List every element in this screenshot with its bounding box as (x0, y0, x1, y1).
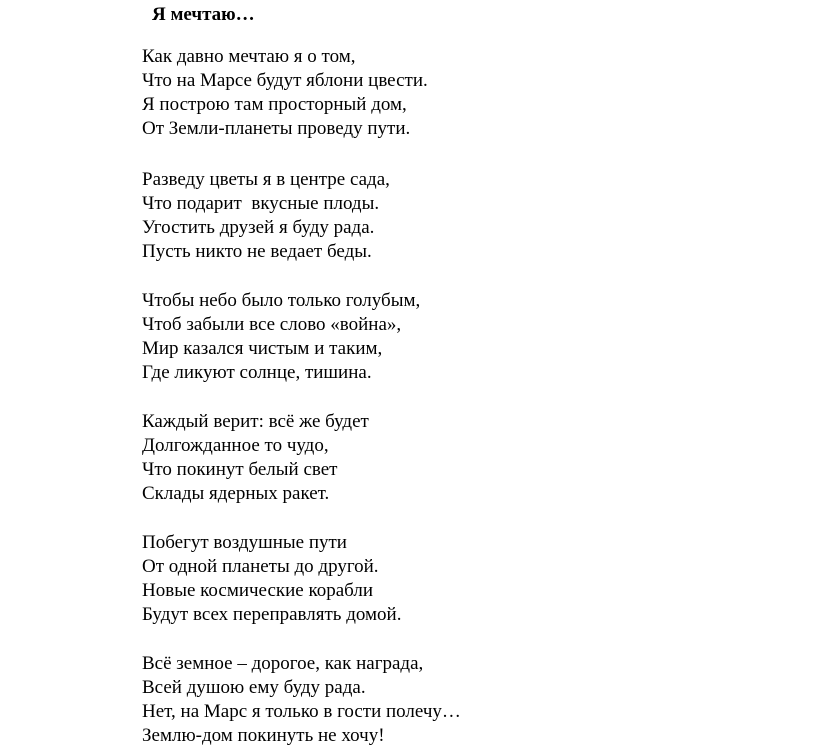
poem-line: Что на Марсе будут яблони цвести. (142, 70, 428, 91)
poem-line: Что покинут белый свет (142, 459, 338, 480)
poem-line: Мир казался чистым и таким, (142, 338, 383, 359)
poem-line: От Земли-планеты проведу пути. (142, 118, 411, 139)
poem-line: Долгожданное то чудо, (142, 435, 329, 456)
poem-line: Побегут воздушные пути (142, 532, 347, 553)
poem-line: Склады ядерных ракет. (142, 483, 330, 504)
stanza-3 (142, 289, 782, 385)
poem-line: Землю-дом покинуть не хочу! (142, 725, 385, 746)
poem-line: Угостить друзей я буду рада. (142, 217, 375, 238)
poem-line: Пусть никто не ведает беды. (142, 241, 372, 262)
poem-line: Где ликуют солнце, тишина. (142, 362, 372, 383)
poem-line: Что подарит вкусные плоды. (142, 193, 380, 214)
poem-line: Всей душою ему буду рада. (142, 677, 366, 698)
stanza-4 (142, 410, 782, 506)
poem-line: Чтобы небо было только голубым, (142, 290, 421, 311)
poem-line: Я построю там просторный дом, (142, 94, 407, 115)
poem-line: Чтоб забыли все слово «война», (142, 314, 402, 335)
poem-line: Всё земное – дорогое, как награда, (142, 653, 424, 674)
poem-line: Новые космические корабли (142, 580, 374, 601)
poem-line: Будут всех переправлять домой. (142, 604, 402, 625)
poem-line: Каждый верит: всё же будет (142, 411, 369, 432)
poem-line: Разведу цветы я в центре сада, (142, 169, 390, 190)
stanza-1 (142, 45, 782, 141)
poem-title: Я мечтаю… (152, 4, 255, 25)
poem-line: Как давно мечтаю я о том, (142, 46, 356, 67)
poem-line: От одной планеты до другой. (142, 556, 379, 577)
poem-line: Нет, на Марс я только в гости полечу… (142, 701, 461, 722)
stanza-5 (142, 531, 782, 627)
stanza-2 (142, 168, 782, 264)
stanza-6 (142, 652, 782, 748)
